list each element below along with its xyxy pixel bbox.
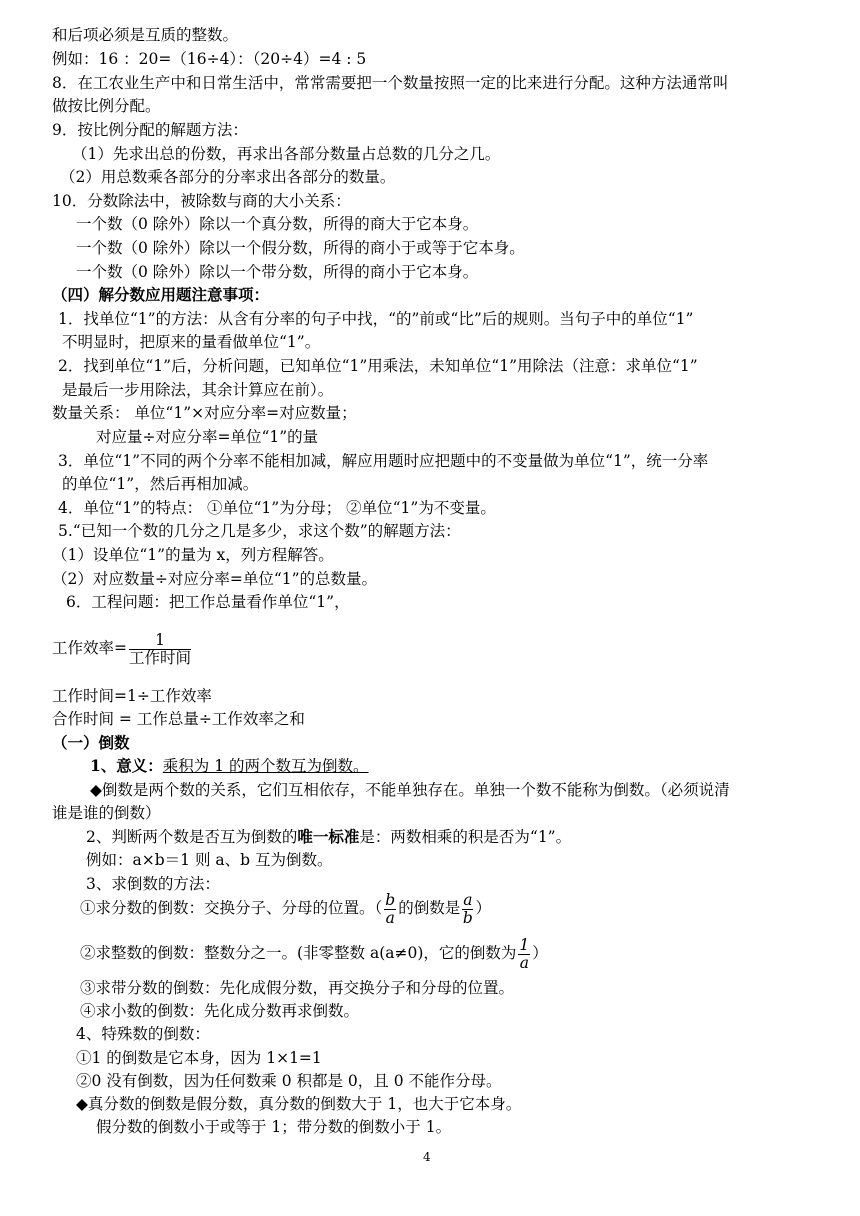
- text-line: 8．在工农业生产中和日常生活中，常常需要把一个数量按照一定的比来进行分配。这种方法通常叫: [52, 74, 729, 92]
- criterion-emphasis: 唯一标准: [297, 827, 360, 846]
- text-line: 3．单位“1”不同的两个分率不能相加减，解应用题时应把题中的不变量做为单位“1”，统一分率: [58, 452, 709, 470]
- method-integer-line: [80, 935, 548, 972]
- text-line: 假分数的倒数小于或等于 1；带分数的倒数小于 1。: [96, 1118, 452, 1136]
- text-line: ◆倒数是两个数的关系，它们互相依存，不能单独存在。单独一个数不能称为倒数。（必须说清: [90, 781, 730, 799]
- text-line: 3、求倒数的方法：: [86, 875, 220, 893]
- text-line: 不明显时，把原来的量看做单位“1”。: [62, 333, 321, 351]
- fraction-denominator: b: [462, 908, 473, 927]
- text-line: 例如：16 ：20=（16÷4）：（20÷4）=4 : 5: [52, 50, 367, 68]
- fraction: [129, 632, 191, 667]
- text-line: 9．按比例分配的解题方法：: [52, 121, 248, 139]
- method-fraction-line: [80, 890, 491, 927]
- text-line: 一个数（0 除外）除以一个带分数，所得的商小于它本身。: [76, 263, 479, 281]
- page-number: 4: [423, 1150, 431, 1164]
- definition-label: 1、意义：: [90, 756, 163, 775]
- text-line: （1）设单位“1”的量为 x，列方程解答。: [52, 546, 334, 564]
- criterion-text: 是：两数相乘的积是否为“1”。: [359, 828, 572, 846]
- criterion-line: [86, 827, 571, 847]
- text-line: 的单位“1”，然后再相加减。: [62, 475, 259, 493]
- text-line: 对应量÷对应分率=单位“1”的量: [96, 428, 319, 446]
- fraction-numerator: 1: [129, 632, 191, 650]
- work-efficiency-formula: [52, 628, 193, 668]
- fraction-numerator: a: [463, 890, 473, 909]
- text-line: 工作时间=1÷工作效率: [52, 687, 212, 705]
- method-text: ①求分数的倒数：交换分子、分母的位置。（: [80, 899, 383, 917]
- text-line: 6．工程问题：把工作总量看作单位“1”，: [66, 593, 350, 611]
- fraction-numerator: 1: [519, 935, 530, 954]
- text-line: 一个数（0 除外）除以一个假分数，所得的商小于或等于它本身。: [76, 239, 525, 257]
- fraction-denominator: 工作时间: [129, 648, 192, 667]
- fraction-denominator: a: [385, 908, 395, 927]
- text-line: 2．找到单位“1”后，分析问题，已知单位“1”用乘法，未知单位“1”用除法（注意：求单位“1”: [58, 357, 698, 375]
- text-line: 合作时间 = 工作总量÷工作效率之和: [52, 710, 305, 728]
- method-text: ）: [532, 944, 548, 962]
- text-line: （1）先求出总的份数，再求出各部分数量占总数的几分之几。: [72, 145, 501, 163]
- text-line: 5.“已知一个数的几分之几是多少，求这个数”的解题方法：: [58, 522, 461, 540]
- fraction: [384, 892, 396, 927]
- text-line: 数量关系： 单位“1”×对应分率=对应数量；: [52, 404, 357, 422]
- text-line: ◆真分数的倒数是假分数，真分数的倒数大于 1，也大于它本身。: [76, 1095, 522, 1113]
- definition-text: 乘积为 1 的两个数互为倒数。: [162, 757, 369, 775]
- text-line: （2）用总数乘各部分的分率求出各部分的数量。: [60, 168, 396, 186]
- section-heading: （四）解分数应用题注意事项：: [52, 285, 270, 304]
- method-text: ②求整数的倒数：整数分之一。(非零整数 a(a≠0)，它的倒数为: [80, 944, 517, 962]
- fraction-denominator: a: [519, 953, 529, 972]
- text-line: 4、特殊数的倒数：: [76, 1025, 210, 1043]
- text-line: 1．找单位“1”的方法：从含有分率的句子中找，“的”前或“比”后的规则。当句子中的单位“1”: [58, 310, 694, 328]
- method-text: 的倒数是: [398, 899, 461, 917]
- text-line: 是最后一步用除法，其余计算应在前）。: [62, 381, 334, 399]
- text-line: 谁是谁的倒数）: [52, 804, 161, 822]
- text-line: 一个数（0 除外）除以一个真分数，所得的商大于它本身。: [76, 215, 479, 233]
- fraction: [462, 892, 473, 927]
- text-line: ③求带分数的倒数：先化成假分数，再交换分子和分母的位置。: [80, 979, 515, 997]
- text-line: 例如：a×b＝1 则 a、b 互为倒数。: [86, 851, 333, 869]
- text-line: 做按比例分配。: [52, 97, 161, 115]
- fraction-numerator: b: [385, 890, 396, 909]
- criterion-text: 2、判断两个数是否互为倒数的: [86, 828, 298, 846]
- text-line: ④求小数的倒数：先化成分数再求倒数。: [80, 1002, 360, 1020]
- fraction: [518, 937, 530, 972]
- method-text: ）: [475, 899, 491, 917]
- section-heading: （一）倒数: [52, 733, 130, 752]
- text-line: 10．分数除法中，被除数与商的大小关系：: [52, 192, 351, 210]
- text-line: 4．单位“1”的特点： ①单位“1”为分母； ②单位“1”为不变量。: [58, 499, 496, 517]
- text-line: （2）对应数量÷对应分率=单位“1”的总数量。: [52, 570, 378, 588]
- text-line: ②0 没有倒数，因为任何数乘 0 积都是 0，且 0 不能作分母。: [76, 1072, 502, 1090]
- definition-line: [90, 756, 369, 776]
- text-line: ①1 的倒数是它本身，因为 1×1=1: [76, 1049, 322, 1067]
- formula-label: 工作效率=: [52, 639, 127, 657]
- text-line: 和后项必须是互质的整数。: [52, 26, 239, 44]
